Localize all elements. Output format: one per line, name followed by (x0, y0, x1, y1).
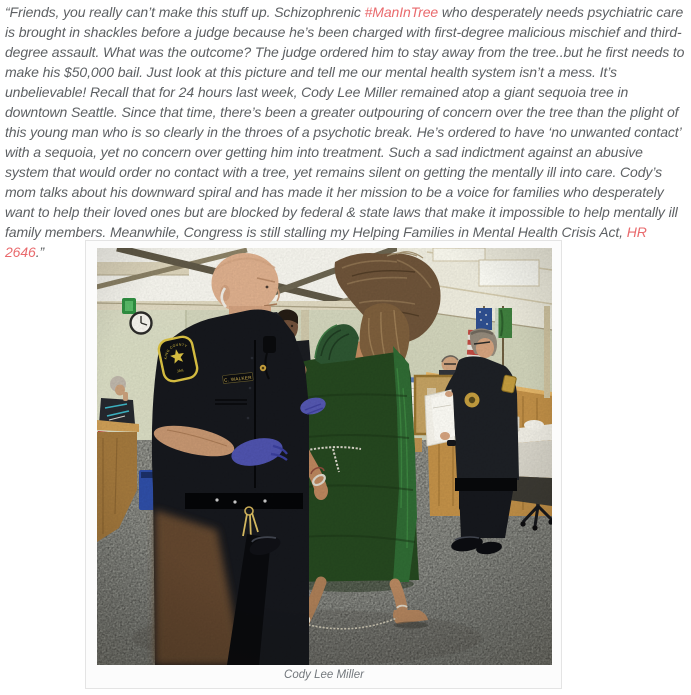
quote-text-end: .” (35, 244, 45, 260)
hr2646-link[interactable]: HR 2646 (5, 224, 647, 260)
quote-text-middle: who desperately needs psychiatric care is brought in shackles before a judge because he’s been charged with first-degree malicious mischief and third-degree assault. What was the outcome? The judge ordered him to stay away from the tree..but he first needs to make his $50,000 bail. Just look at this picture and tell me our mental health system isn’t a mess. It’s unbelievable! Recall that for 24 hours last week, Cody Lee Miller remained atop a giant sequoia tree in downtown Seattle. Since that time, there’s been a greater outpouring of concern over the tree than the plight of this young man who is so clearly in the throes of a psychotic break. He’s ordered to have ‘no unwanted contact’ with a sequoia, yet no concern over getting him into treatment. Such a sad indictment against an abusive system that would order no contact with a tree, yet remains silent on getting the mentally ill into care. Cody’s mom talks about his downward spiral and has made it her mission to be a voice for families who desperately want to help their loved ones but are blocked by federal & state laws that make it impossible to help mentally ill family members. Meanwhile, Congress is still stalling my Helping Families in Mental Health Crisis Act, (5, 4, 685, 240)
courtroom-photo (97, 248, 552, 665)
quote-text-start: “Friends, you really can’t make this stuff up. Schizophrenic (5, 4, 365, 20)
photo-figure (85, 240, 562, 689)
post-quote-paragraph (5, 2, 686, 262)
manintree-hashtag-link[interactable]: #ManInTree (364, 4, 439, 20)
photo-caption: Cody Lee Miller (284, 669, 364, 681)
